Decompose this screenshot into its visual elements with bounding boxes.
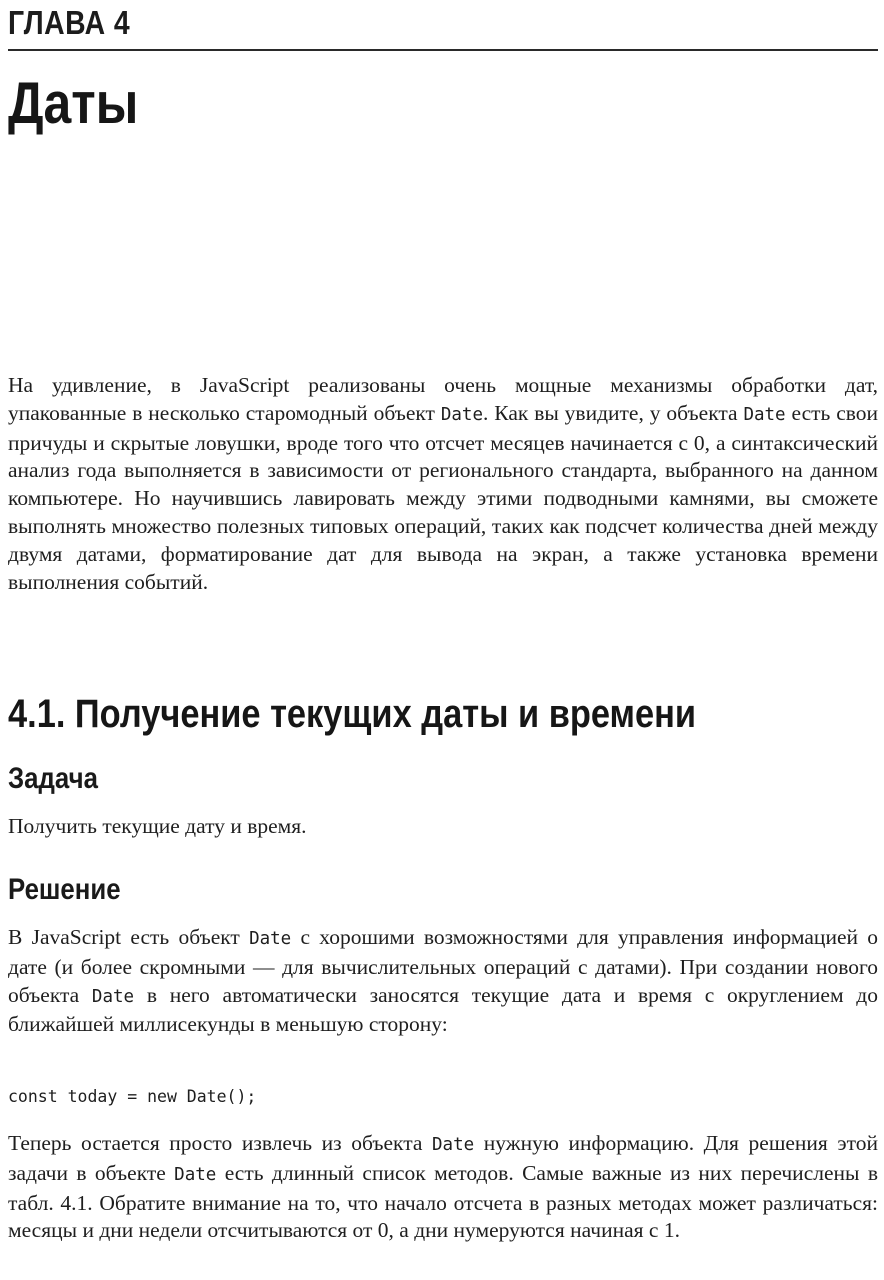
inline-code: Date: [743, 404, 786, 425]
book-page: [8, 0, 878, 1280]
chapter-title: Даты: [8, 71, 139, 136]
intro-text-3: есть свои причуды и скрытые ловушки, вроде того что отсчет месяцев начинается с 0, а синтаксический анализ года выполняется в зависимости от регионального стандарта, выбранного на данном компьютере. Но научившись лавировать между этими подводными камнями, вы сможете выполнять множество полезных типовых операций, таких как подсчет количества дней между двумя датами, форматирование дат для вывода на экран, а также установка времени выполнения событий.: [8, 400, 879, 594]
chapter-label: ГЛАВА 4: [8, 4, 131, 41]
inline-code: Date: [174, 1164, 217, 1185]
task-paragraph: Получить текущие дату и время.: [8, 814, 307, 838]
after-text-2: нужную информацию. Для решения этой задачи в объекте: [8, 1131, 879, 1185]
solution-text-2: с хорошими возможностями для управления информацией о дате (и более скромными — для вычислительных операций с датами). При создании нового объекта: [8, 925, 878, 1007]
intro-text-1: На удивление, в JavaScript реализованы очень мощные механизмы обработки дат, упакованные в несколько старомодный объект: [8, 373, 878, 425]
section-title: 4.1. Получение текущих даты и времени: [8, 692, 697, 736]
solution-text-1: В JavaScript есть объект: [8, 925, 250, 949]
solution-text-3: в него автоматически заносятся текущие дата и время с округлением до ближайшей миллисекунды в меньшую сторону:: [8, 982, 878, 1037]
solution-paragraph: [8, 924, 878, 1039]
code-example: const today = new Date();: [8, 1087, 257, 1106]
solution-heading: Решение: [8, 873, 121, 906]
intro-paragraph: [8, 372, 878, 596]
after-text-1: Теперь остается просто извлечь из объекта: [8, 1131, 433, 1155]
inline-code: Date: [440, 404, 483, 425]
task-heading: Задача: [8, 762, 98, 795]
intro-text-2: . Как вы увидите, у объекта: [483, 400, 744, 425]
after-code-paragraph: [8, 1130, 878, 1245]
after-text-3: есть длинный список методов. Самые важные из них перечислены в табл. 4.1. Обратите внимание на то, что начало отсчета в разных методах может различаться: месяцы и дни недели отсчитываются от 0, а дни нумеруются начиная с 1.: [8, 1160, 878, 1243]
inline-code: Date: [91, 986, 135, 1007]
chapter-divider: [8, 49, 878, 51]
inline-code: Date: [249, 929, 292, 949]
inline-code: Date: [432, 1135, 475, 1155]
